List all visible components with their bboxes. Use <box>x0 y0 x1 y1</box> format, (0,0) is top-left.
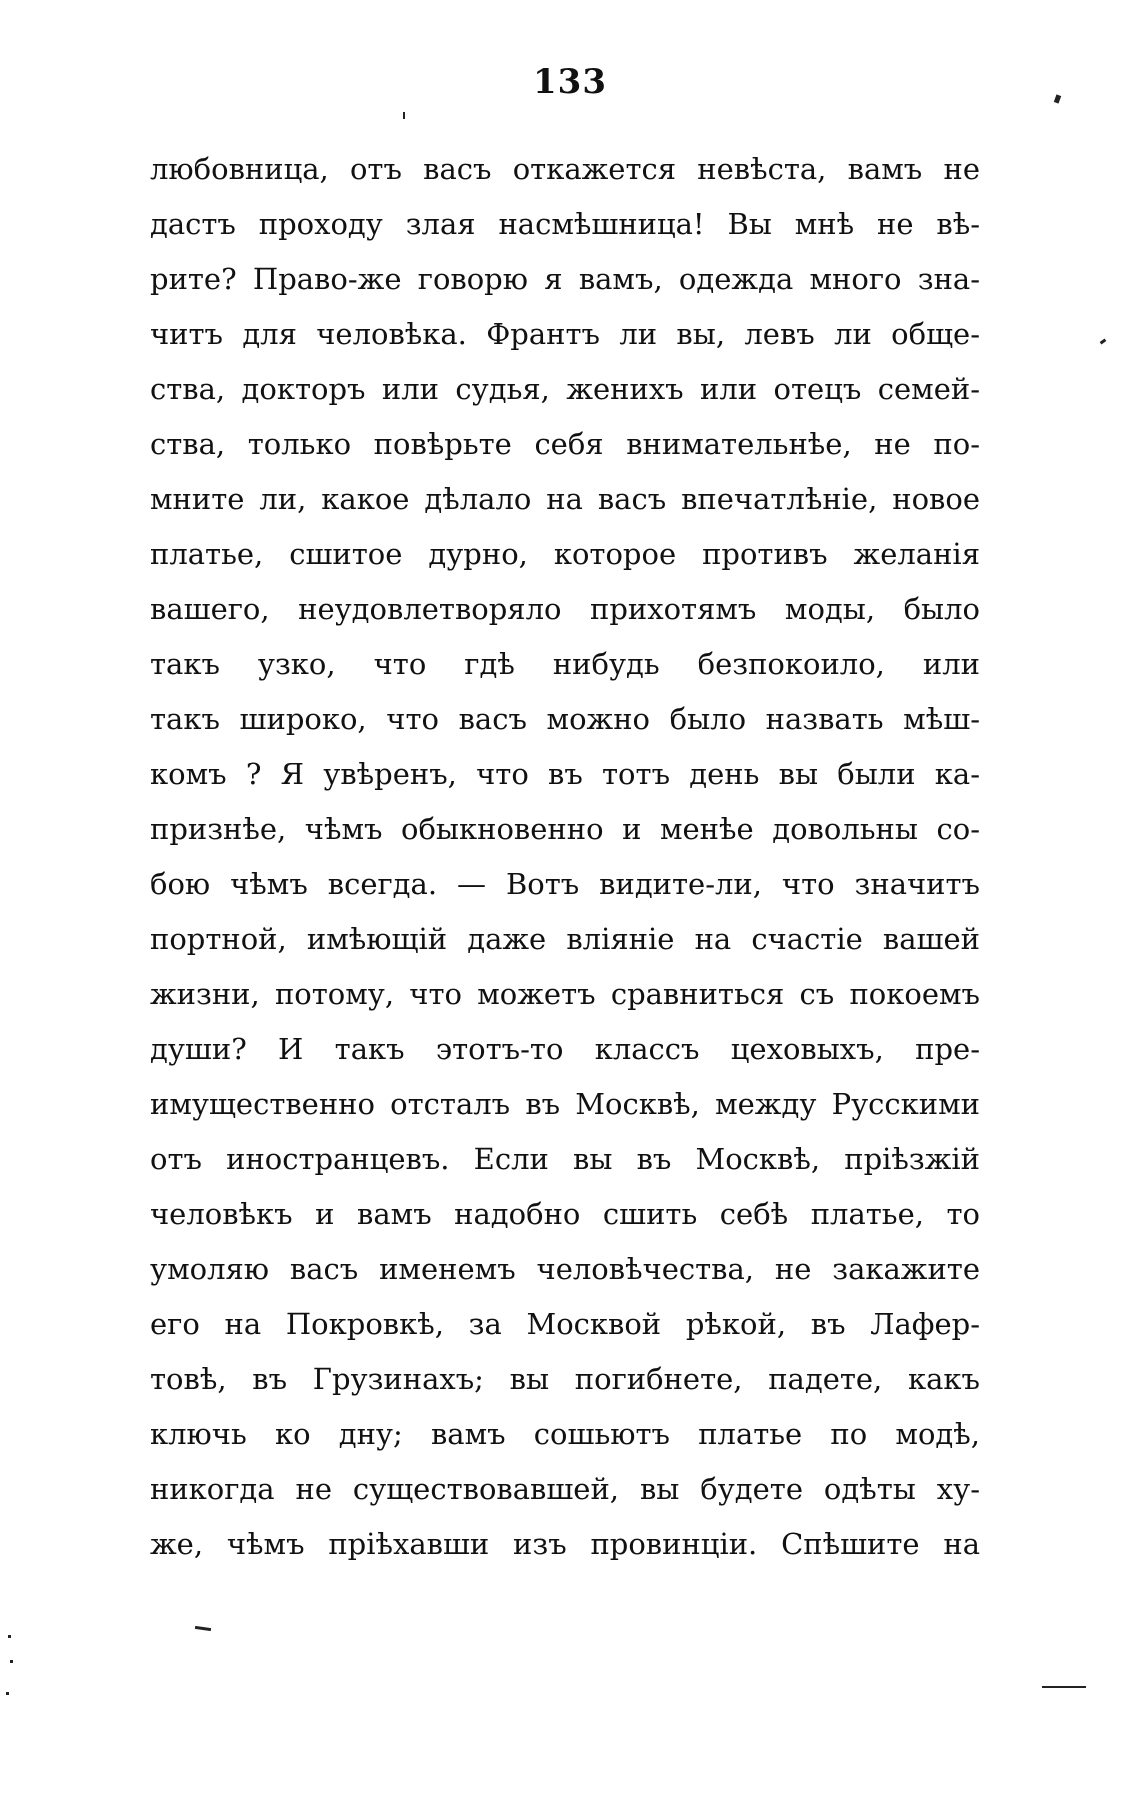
text-line: мните ли, какое дѣлало на васъ впечатлѣніе, новое <box>150 482 980 516</box>
text-line: любовница, отъ васъ откажется невѣста, вамъ не <box>150 152 980 186</box>
text-line: умоляю васъ именемъ человѣчества, не закажите <box>150 1252 980 1286</box>
body-text <box>150 142 980 1572</box>
text-line: имущественно отсталъ въ Москвѣ, между Русскими <box>150 1087 980 1121</box>
text-line: рите? Право-же говорю я вамъ, одежда много зна- <box>150 262 980 296</box>
text-line: ства, докторъ или судья, женихъ или отецъ семей- <box>150 372 980 406</box>
text-line: жизни, потому, что можетъ сравниться съ покоемъ <box>150 977 980 1011</box>
text-line: бою чѣмъ всегда. — Вотъ видите-ли, что значитъ <box>150 867 980 901</box>
text-line: платье, сшитое дурно, которое противъ желанія <box>150 537 980 571</box>
text-line: признѣе, чѣмъ обыкновенно и менѣе довольны со- <box>150 812 980 846</box>
ink-speck <box>8 1635 11 1638</box>
ink-speck <box>403 112 405 119</box>
text-line: ключь ко дну; вамъ сошьютъ платье по модѣ, <box>150 1417 980 1451</box>
text-line: человѣкъ и вамъ надобно сшить себѣ платье, то <box>150 1197 980 1231</box>
text-line: такъ широко, что васъ можно было назвать мѣш- <box>150 702 980 736</box>
text-line: комъ ? Я увѣренъ, что въ тотъ день вы были ка- <box>150 757 980 791</box>
ink-speck <box>1054 94 1061 103</box>
text-line: никогда не существовавшей, вы будете одѣты ху- <box>150 1472 980 1506</box>
ink-speck <box>6 1692 9 1695</box>
ink-speck <box>1100 339 1107 345</box>
text-line: отъ иностранцевъ. Если вы въ Москвѣ, пріѣзжій <box>150 1142 980 1176</box>
text-line: же, чѣмъ пріѣхавши изъ провинціи. Спѣшите на <box>150 1527 980 1561</box>
text-line: дастъ проходу злая насмѣшница! Вы мнѣ не вѣ- <box>150 207 980 241</box>
text-line: вашего, неудовлетворяло прихотямъ моды, было <box>150 592 980 626</box>
text-line: такъ узко, что гдѣ нибудь безпокоило, или <box>150 647 980 681</box>
text-line: товѣ, въ Грузинахъ; вы погибнете, падете, какъ <box>150 1362 980 1396</box>
text-line: души? И такъ этотъ-то классъ цеховыхъ, пре- <box>150 1032 980 1066</box>
text-line: читъ для человѣка. Франтъ ли вы, левъ ли обще- <box>150 317 980 351</box>
text-line: ства, только повѣрьте себя внимательнѣе, не по- <box>150 427 980 461</box>
page-number: 133 <box>533 62 607 102</box>
ink-dash <box>195 1626 211 1631</box>
ink-speck <box>10 1660 13 1663</box>
ink-dash <box>1042 1686 1086 1688</box>
text-line: портной, имѣющій даже вліяніе на счастіе вашей <box>150 922 980 956</box>
text-line: его на Покровкѣ, за Москвой рѣкой, въ Лафер- <box>150 1307 980 1341</box>
